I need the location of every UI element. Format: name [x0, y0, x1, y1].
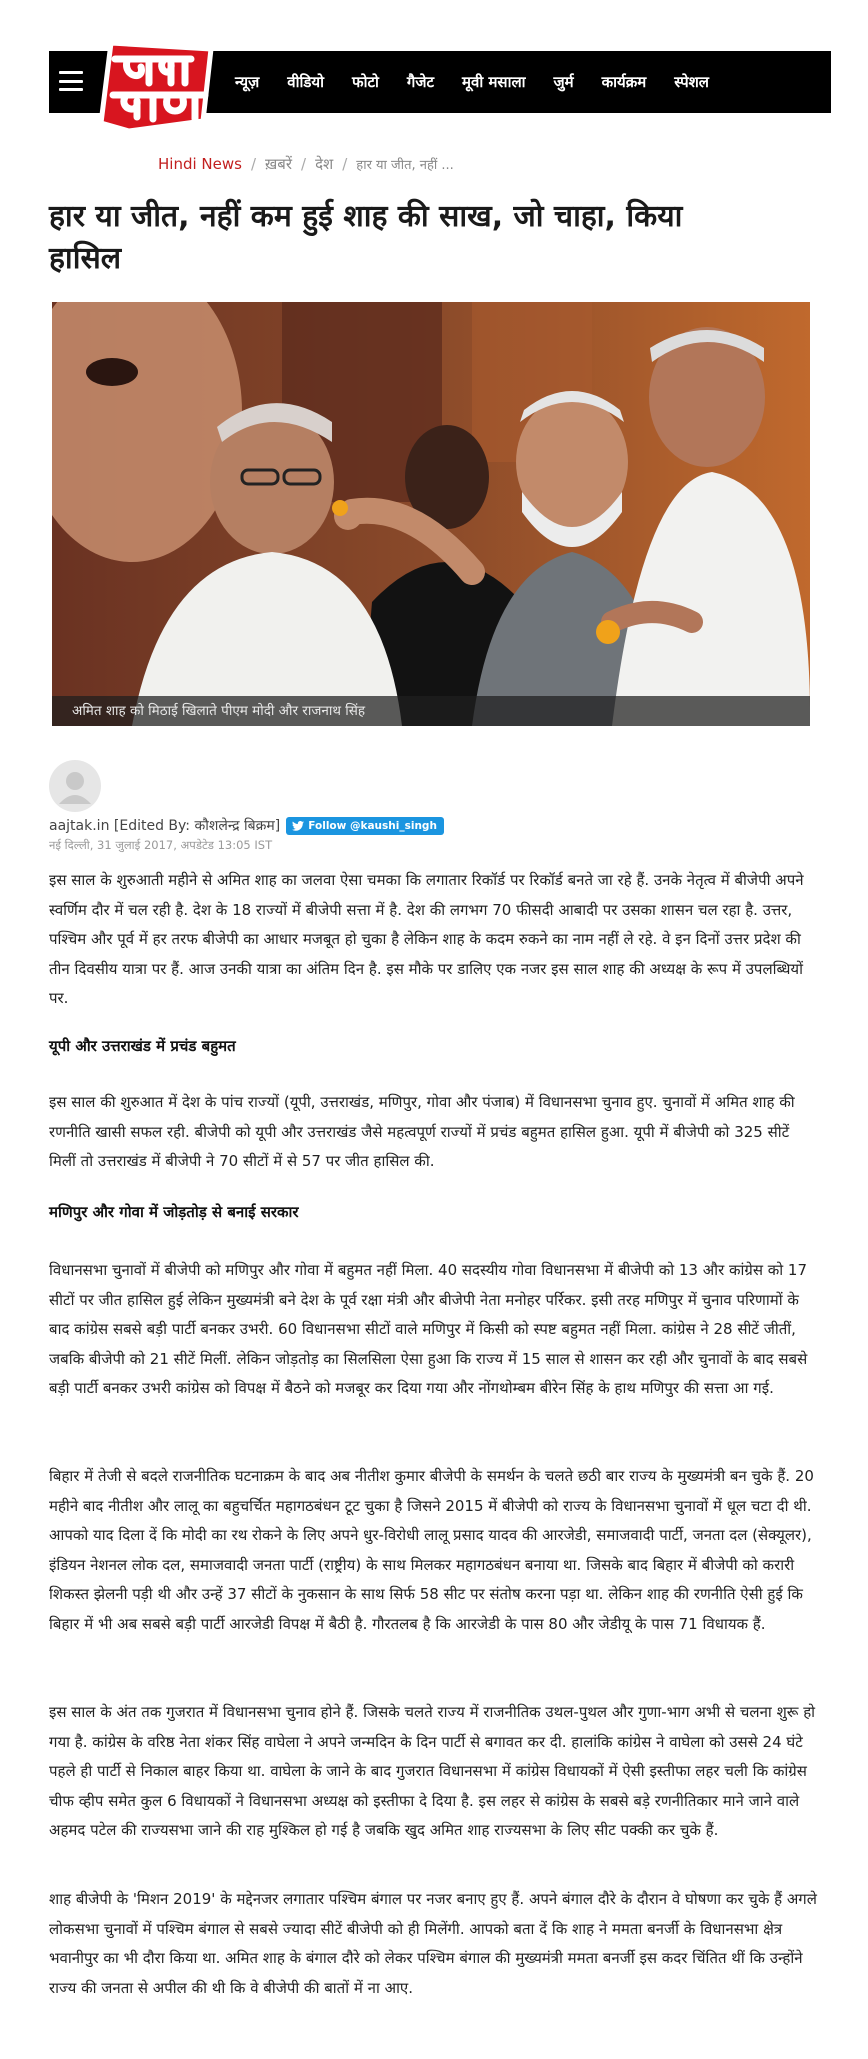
nav-photo[interactable]: फोटो — [352, 73, 379, 91]
nav-special[interactable]: स्पेशल — [674, 73, 709, 91]
breadcrumb-separator: / — [342, 155, 348, 173]
article-paragraph: शाह बीजेपी के 'मिशन 2019' के मद्देनजर लगातार पश्चिम बंगाल पर नजर बनाए हुए हैं. अपने बंगाल दौरे के दौरान वे घोषणा कर चुके हैं अगले लोकसभा चुनावों में पश्चिम बंगाल से सबसे ज्यादा सीटें बीजेपी को ही मिलेंगी. आपको बता दें कि शाह ने ममता बनर्जी के विधानसभा क्षेत्र भवानीपुर का भी दौरा किया था. अमित शाह के बंगाल दौरे को लेकर पश्चिम बंगाल की मुख्यमंत्री ममता बनर्जी इस कदर चिंतित थीं कि उन्होंने राज्य की जनता से अपील की थी कि वे बीजेपी की बातों में ना आए. — [49, 1890, 817, 1997]
article-paragraph: इस साल के अंत तक गुजरात में विधानसभा चुनाव होने हैं. जिसके चलते राज्य में राजनीतिक उथल-पुथल और गुणा-भाग अभी से चलना शुरू हो गया है. कांग्रेस के वरिष्ठ नेता शंकर सिंह वाघेला ने अपने जन्मदिन के दिन पार्टी से बगावत कर दी. हालांकि कांग्रेस ने वाघेला को उससे 24 घंटे पहले ही पार्टी से निकाल बाहर किया था. वाघेला के जाने के बाद गुजरात विधानसभा में कांग्रेस विधायकों में ऐसी इस्तीफा लहर चली कि कांग्रेस चीफ व्हीप समेत कुल 6 विधायकों ने विधानसभा अध्यक्ष को इस्तीफा दे दिया है. इस लहर से कांग्रेस के सबसे बड़े रणनीतिकार माने जाने वाले अहमद पटेल की राज्यसभा जाने की राह मुश्किल हो गई है जबकि खुद अमित शाह राज्यसभा के लिए सीट पक्की कर चुके हैं. — [49, 1703, 816, 1839]
nav-news[interactable]: न्यूज़ — [235, 73, 260, 91]
article-dateline: नई दिल्ली, 31 जुलाई 2017, अपडेटेड 13:05 IST — [49, 838, 273, 852]
breadcrumb-separator: / — [250, 155, 257, 173]
article-subhead: मणिपुर और गोवा में जोड़तोड़ से बनाई सरकार — [49, 1203, 299, 1221]
user-icon — [49, 760, 101, 812]
article-paragraph: बिहार में तेजी से बदले राजनीतिक घटनाक्रम के बाद अब नीतीश कुमार बीजेपी के समर्थन के चलते छठी बार राज्य के मुख्यमंत्री बन चुके हैं. 20 महीने बाद नीतीश और लालू का बहुचर्चित महागठबंधन टूट चुका है जिसने 2015 में बीजेपी को राज्य के विधानसभा चुनावों में धूल चटा दी थी. आपको याद दिला दें कि मोदी का रथ रोकने के लिए अपने धुर-विरोधी लालू प्रसाद यादव की आरजेडी, समाजवादी पार्टी, जनता दल (सेक्यूलर), इंडियन नेशनल लोक दल, समाजवादी जनता पार्टी (राष्ट्रीय) के साथ मिलकर महागठबंधन बनाया था. जिसके बाद बिहार में बीजेपी को करारी शिकस्त झेलनी पड़ी थी और उन्हें 37 सीटों के नुकसान के साथ सिर्फ 58 सीट पर संतोष करना पड़ा था. लेकिन शाह की रणनीति ऐसी हुई कि बिहार में भी अब सबसे बड़ी पार्टी आरजेडी विपक्ष में बैठी है. गौरतलब है कि आरजेडी के पास 80 और जेडीयू के पास 71 विधायक हैं. — [49, 1467, 814, 1633]
breadcrumb-home[interactable]: Hindi News — [158, 155, 242, 173]
breadcrumb-news[interactable]: ख़बरें — [265, 155, 292, 173]
article-subhead: यूपी और उत्तराखंड में प्रचंड बहुमत — [49, 1037, 236, 1055]
nav-programs[interactable]: कार्यक्रम — [601, 73, 647, 91]
article-title: हार या जीत, नहीं कम हुई शाह की साख, जो चाहा, किया हासिल — [49, 199, 683, 276]
article-paragraph: विधानसभा चुनावों में बीजेपी को मणिपुर और गोवा में बहुमत नहीं मिला. 40 सदस्यीय गोवा विधानसभा में बीजेपी को 13 और कांग्रेस को 17 सीटों पर जीत हासिल हुई लेकिन मुख्यमंत्री बने देश के पूर्व रक्षा मंत्री और बीजेपी नेता मनोहर पर्रिकर. इसी तरह मणिपुर में चुनाव परिणामों के बाद कांग्रेस सबसे बड़ी पार्टी बनकर उभरी. 60 विधानसभा सीटों वाले मणिपुर में किसी को स्पष्ट बहुमत नहीं मिला. कांग्रेस ने 28 सीटें जीतीं, जबकि बीजेपी को 21 सीटें मिलीं. लेकिन जोड़तोड़ का सिलसिला ऐसा हुआ कि राज्य में 15 साल से शासन कर रही और चुनावों के बाद सबसे बड़ी पार्टी बनकर उभरी कांग्रेस को विपक्ष में बैठने को मजबूर कर दिया गया और नोंगथोम्बम बीरेन सिंह के हाथ मणिपुर की सत्ता आ गई. — [49, 1261, 808, 1397]
nav-movie-masala[interactable]: मूवी मसाला — [462, 73, 526, 91]
nav-crime[interactable]: जुर्म — [553, 73, 574, 91]
article-hero-image[interactable] — [52, 302, 810, 726]
article-paragraph: इस साल की शुरुआत में देश के पांच राज्यों (यूपी, उत्तराखंड, मणिपुर, गोवा और पंजाब) में विधानसभा चुनाव हुए. चुनावों में अमित शाह की रणनीति खासी सफल रही. बीजेपी को यूपी और उत्तराखंड जैसे महत्वपूर्ण राज्यों में प्रचंड बहुमत हासिल हुआ. यूपी में बीजेपी को 325 सीटें मिलीं तो उत्तराखंड में बीजेपी ने 70 सीटों में से 57 पर जीत हासिल की. — [49, 1093, 795, 1170]
breadcrumb-current: हार या जीत, नहीं ... — [356, 158, 454, 173]
menu-icon[interactable] — [59, 71, 83, 91]
breadcrumb-separator: / — [301, 155, 307, 173]
twitter-follow-button[interactable] — [286, 817, 444, 835]
author-byline — [49, 816, 444, 835]
breadcrumb-country[interactable]: देश — [315, 155, 334, 173]
main-nav — [235, 51, 831, 113]
nav-video[interactable]: वीडियो — [287, 73, 324, 91]
site-header — [49, 51, 831, 113]
image-caption: अमित शाह को मिठाई खिलाते पीएम मोदी और राजनाथ सिंह — [52, 696, 810, 726]
author-avatar[interactable] — [49, 760, 101, 812]
follow-label: Follow @kaushi_singh — [308, 819, 437, 832]
breadcrumb — [158, 154, 454, 174]
author-name: aajtak.in [Edited By: कौशलेन्द्र बिक्रम] — [49, 818, 281, 834]
aajtak-logo[interactable] — [93, 37, 221, 135]
article-paragraph: इस साल के शुरुआती महीने से अमित शाह का जलवा ऐसा चमका कि लगातार रिकॉर्ड पर रिकॉर्ड बनते जा रहे हैं. उनके नेतृत्व में बीजेपी अपने स्वर्णिम दौर में चल रही है. देश के 18 राज्यों में बीजेपी सत्ता में है. देश की लगभग 70 फीसदी आबादी पर उसका शासन चल रहा है. उत्तर, पश्चिम और पूर्व में हर तरफ बीजेपी का आधार मजबूत हो चुका है लेकिन शाह के कदम रुकने का नाम नहीं ले रहे. वे इन दिनों उत्तर प्रदेश की तीन दिवसीय यात्रा पर हैं. आज उनकी यात्रा का अंतिम दिन है. इस मौके पर डालिए एक नजर इस साल शाह की अध्यक्ष के रूप में उपलब्धियों पर. — [49, 871, 804, 1007]
twitter-icon — [292, 821, 304, 831]
nav-gadget[interactable]: गैजेट — [406, 73, 435, 91]
hero-photo-illustration — [52, 302, 810, 726]
